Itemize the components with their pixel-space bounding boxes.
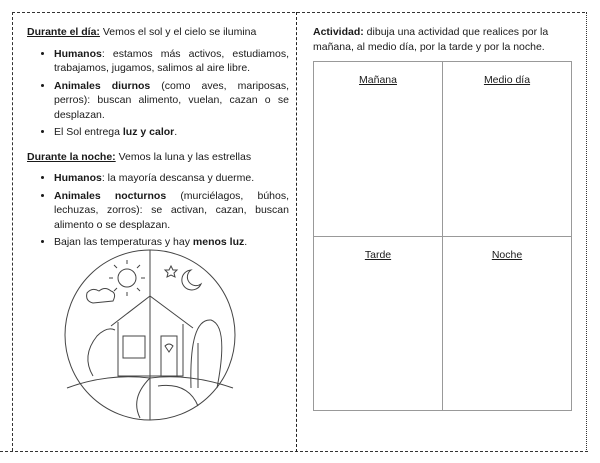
day-heading: Durante el día: Vemos el sol y el cielo se ilumina (27, 26, 257, 38)
day-list (27, 47, 289, 140)
left-panel (27, 25, 289, 260)
cell-noche[interactable]: Noche (443, 236, 572, 411)
activity-grid (313, 61, 572, 411)
night-heading: Durante la noche: Vemos la luna y las estrellas (27, 150, 252, 163)
cell-tarde[interactable]: Tarde (314, 236, 443, 411)
page-border-bottom (0, 451, 588, 452)
list-item: • Animales diurnos (como aves, mariposas, perros): buscan alimento, vuelan, cazan o se desplazan. (54, 79, 289, 123)
list-item: • Animales nocturnos (murciélagos, búhos, lechuzas, zorros): se activan, cazan, buscan alimento o se desplazan. (54, 189, 289, 233)
cell-manana[interactable]: Mañana (314, 62, 443, 237)
moon-icon (182, 270, 201, 290)
right-panel (313, 25, 575, 61)
list-item: • Bajan las temperaturas y hay menos luz. (54, 235, 289, 250)
night-list (27, 171, 289, 250)
sun-icon (109, 260, 145, 296)
day-night-house-illustration (63, 248, 237, 422)
list-item: • Humanos: estamos más activos, estudiamos, trabajamos, jugamos, salimos al aire libre. (54, 47, 289, 76)
page-border-top (12, 12, 585, 13)
activity-instructions: Actividad: dibuja una actividad que realices por la mañana, al medio día, por la tarde y por la noche. (313, 26, 549, 53)
page-border-left (12, 12, 13, 451)
list-item: • Humanos: la mayoría descansa y duerme. (54, 171, 289, 186)
page-border-right (586, 12, 587, 452)
list-item: • El Sol entrega luz y calor. (54, 125, 289, 140)
fold-line (296, 12, 297, 452)
cell-medio-dia[interactable]: Medio día (443, 62, 572, 237)
